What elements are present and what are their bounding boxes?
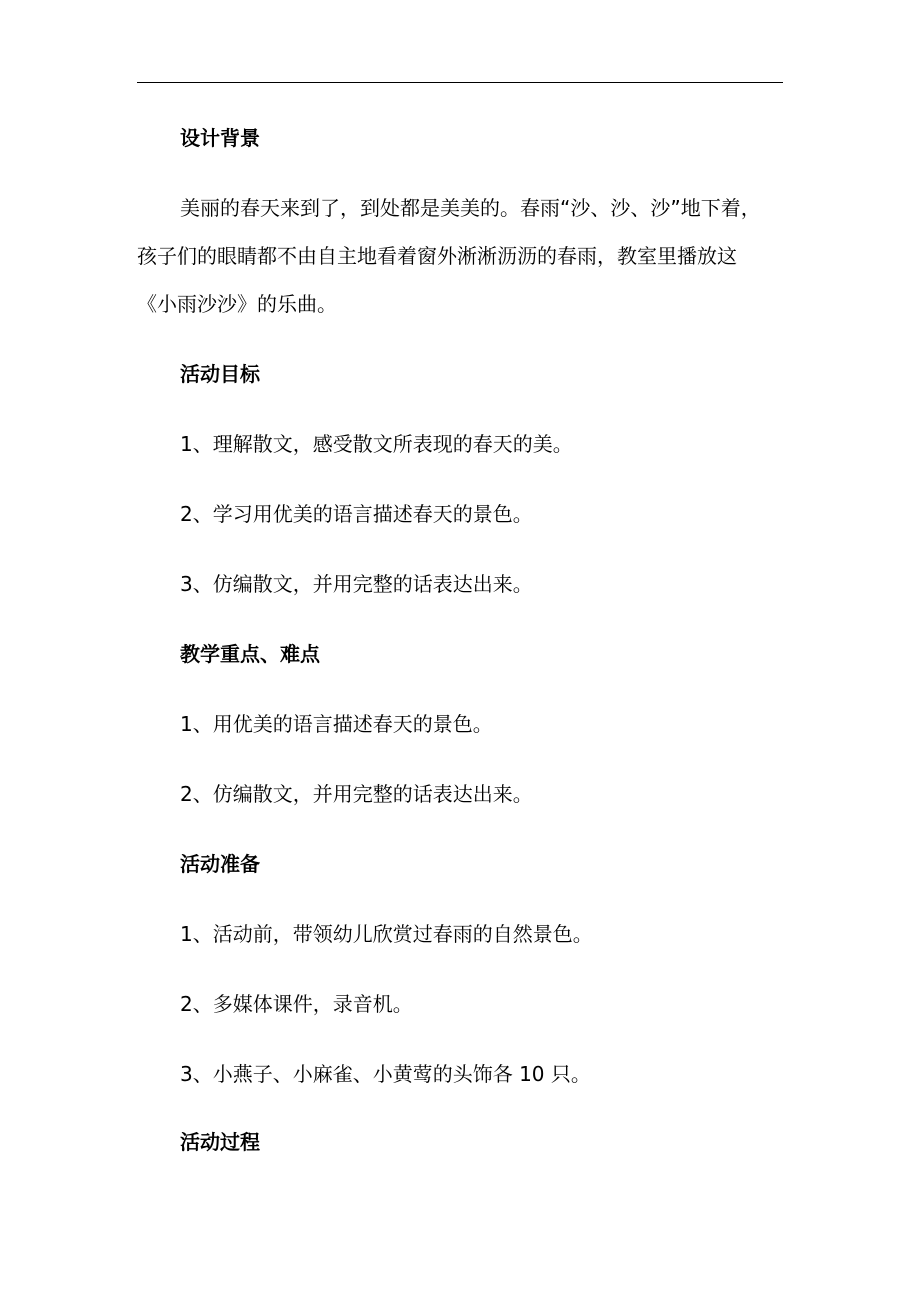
background-paragraph-line-2: 孩子们的眼睛都不由自主地看着窗外淅淅沥沥的春雨，教室里播放这 xyxy=(137,244,737,268)
section-heading-background: 设计背景 xyxy=(180,126,260,150)
goal-item: 2、学习用优美的语言描述春天的景色。 xyxy=(180,502,533,526)
goal-item: 1、理解散文，感受散文所表现的春天的美。 xyxy=(180,432,573,456)
key-point-item: 1、用优美的语言描述春天的景色。 xyxy=(180,712,493,736)
section-heading-process: 活动过程 xyxy=(180,1130,260,1154)
section-heading-key-points: 教学重点、难点 xyxy=(180,642,320,666)
goal-item: 3、仿编散文，并用完整的话表达出来。 xyxy=(180,572,533,596)
preparation-item: 2、多媒体课件，录音机。 xyxy=(180,992,413,1016)
background-paragraph-line-1: 美丽的春天来到了，到处都是美美的。春雨“沙、沙、沙”地下着， xyxy=(180,196,761,220)
section-heading-preparation: 活动准备 xyxy=(180,852,260,876)
key-point-item: 2、仿编散文，并用完整的话表达出来。 xyxy=(180,782,533,806)
preparation-item: 3、小燕子、小麻雀、小黄莺的头饰各 10 只。 xyxy=(180,1062,591,1086)
section-heading-goals: 活动目标 xyxy=(180,362,260,386)
header-rule xyxy=(137,82,783,83)
background-paragraph-line-3: 《小雨沙沙》的乐曲。 xyxy=(137,292,337,316)
preparation-item: 1、活动前，带领幼儿欣赏过春雨的自然景色。 xyxy=(180,922,593,946)
